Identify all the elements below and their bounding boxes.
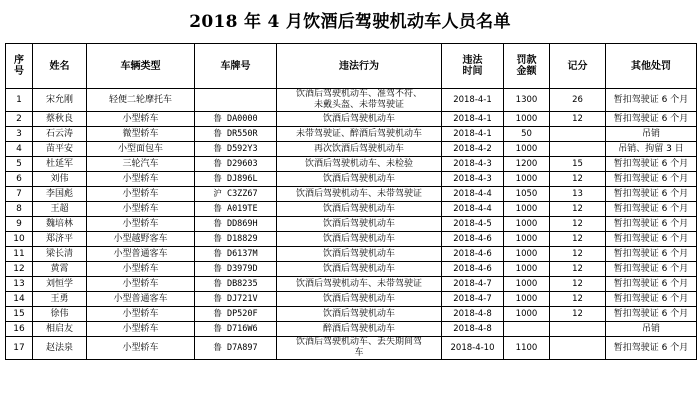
cell-name: 李国彪 <box>33 187 87 202</box>
cell-violation: 饮酒后驾驶机动车、未带驾驶证 <box>277 277 442 292</box>
table-row <box>6 247 697 262</box>
cell-plate <box>195 89 277 112</box>
cell-vehicle-type: 小型普通客车 <box>87 247 195 262</box>
cell-date: 2018-4-7 <box>442 277 504 292</box>
cell-date: 2018-4-6 <box>442 262 504 277</box>
cell-violation: 饮酒后驾驶机动车、未检验 <box>277 157 442 172</box>
cell-name: 徐伟 <box>33 307 87 322</box>
table-row <box>6 337 697 360</box>
table-row <box>6 307 697 322</box>
cell-points: 12 <box>550 172 606 187</box>
cell-points: 12 <box>550 292 606 307</box>
cell-violation: 饮酒后驾驶机动车 <box>277 262 442 277</box>
cell-plate: 沪 C3ZZ67 <box>195 187 277 202</box>
table-row <box>6 172 697 187</box>
cell-penalty: 暂扣驾驶证 6 个月 <box>606 217 697 232</box>
cell-vehicle-type: 小型普通客车 <box>87 292 195 307</box>
cell-date: 2018-4-1 <box>442 89 504 112</box>
drunk-driving-roster-table <box>5 43 697 360</box>
table-row <box>6 112 697 127</box>
table-row <box>6 157 697 172</box>
cell-name: 刘伟 <box>33 172 87 187</box>
cell-penalty: 暂扣驾驶证 6 个月 <box>606 89 697 112</box>
cell-fine: 1200 <box>504 157 550 172</box>
cell-violation: 饮酒后驾驶机动车 <box>277 217 442 232</box>
cell-vehicle-type: 小型轿车 <box>87 112 195 127</box>
cell-fine: 50 <box>504 127 550 142</box>
cell-penalty: 吊销、拘留 3 日 <box>606 142 697 157</box>
cell-fine <box>504 322 550 337</box>
cell-points: 12 <box>550 217 606 232</box>
table-body <box>6 89 697 360</box>
cell-fine: 1000 <box>504 142 550 157</box>
cell-plate: 鲁 DR550R <box>195 127 277 142</box>
cell-penalty: 吊销 <box>606 127 697 142</box>
cell-seq: 5 <box>6 157 33 172</box>
cell-seq: 1 <box>6 89 33 112</box>
cell-date: 2018-4-10 <box>442 337 504 360</box>
cell-vehicle-type: 小型轿车 <box>87 277 195 292</box>
cell-seq: 17 <box>6 337 33 360</box>
cell-seq: 12 <box>6 262 33 277</box>
cell-plate: 鲁 DA0000 <box>195 112 277 127</box>
cell-violation: 饮酒后驾驶机动车 <box>277 247 442 262</box>
cell-points: 12 <box>550 202 606 217</box>
header-name: 姓名 <box>33 44 87 89</box>
cell-date: 2018-4-2 <box>442 142 504 157</box>
cell-points: 12 <box>550 232 606 247</box>
cell-plate: 鲁 D29603 <box>195 157 277 172</box>
cell-points: 12 <box>550 262 606 277</box>
cell-violation: 饮酒后驾驶机动车 <box>277 307 442 322</box>
cell-fine: 1050 <box>504 187 550 202</box>
cell-plate: 鲁 DP520F <box>195 307 277 322</box>
cell-fine: 1000 <box>504 202 550 217</box>
cell-violation: 未带驾驶证、醉酒后驾驶机动车 <box>277 127 442 142</box>
cell-name: 黄霄 <box>33 262 87 277</box>
cell-vehicle-type: 小型轿车 <box>87 187 195 202</box>
cell-points: 26 <box>550 89 606 112</box>
cell-points: 12 <box>550 247 606 262</box>
cell-violation: 饮酒后驾驶机动车 <box>277 292 442 307</box>
cell-penalty: 暂扣驾驶证 6 个月 <box>606 172 697 187</box>
header-violation: 违法行为 <box>277 44 442 89</box>
cell-violation: 饮酒后驾驶机动车 <box>277 172 442 187</box>
table-header-row <box>6 44 697 89</box>
cell-points <box>550 337 606 360</box>
cell-plate: 鲁 DD869H <box>195 217 277 232</box>
cell-plate: 鲁 A019TE <box>195 202 277 217</box>
cell-penalty: 暂扣驾驶证 6 个月 <box>606 262 697 277</box>
cell-penalty: 暂扣驾驶证 6 个月 <box>606 202 697 217</box>
header-vehicle-type: 车辆类型 <box>87 44 195 89</box>
cell-fine: 1000 <box>504 247 550 262</box>
cell-name: 王勇 <box>33 292 87 307</box>
cell-violation: 饮酒后驾驶机动车 <box>277 232 442 247</box>
cell-name: 宋允刚 <box>33 89 87 112</box>
cell-name: 刘恒学 <box>33 277 87 292</box>
cell-plate: 鲁 DJ896L <box>195 172 277 187</box>
cell-plate: 鲁 D3979D <box>195 262 277 277</box>
table-row <box>6 262 697 277</box>
table-row <box>6 322 697 337</box>
cell-seq: 7 <box>6 187 33 202</box>
cell-violation: 饮酒后驾驶机动车、未带驾驶证 <box>277 187 442 202</box>
table-row <box>6 292 697 307</box>
table-row <box>6 277 697 292</box>
header-plate: 车牌号 <box>195 44 277 89</box>
cell-date: 2018-4-4 <box>442 202 504 217</box>
cell-fine: 1000 <box>504 217 550 232</box>
cell-seq: 3 <box>6 127 33 142</box>
cell-fine: 1100 <box>504 337 550 360</box>
cell-vehicle-type: 小型越野客车 <box>87 232 195 247</box>
cell-date: 2018-4-7 <box>442 292 504 307</box>
cell-points: 12 <box>550 112 606 127</box>
cell-seq: 15 <box>6 307 33 322</box>
cell-date: 2018-4-3 <box>442 172 504 187</box>
cell-penalty: 暂扣驾驶证 6 个月 <box>606 112 697 127</box>
cell-seq: 14 <box>6 292 33 307</box>
cell-plate: 鲁 D6137M <box>195 247 277 262</box>
cell-vehicle-type: 小型面包车 <box>87 142 195 157</box>
cell-violation: 再次饮酒后驾驶机动车 <box>277 142 442 157</box>
cell-name: 苗平安 <box>33 142 87 157</box>
cell-violation: 饮酒后驾驶机动车、准驾不符、 未戴头盔、未带驾驶证 <box>277 89 442 112</box>
cell-fine: 1000 <box>504 307 550 322</box>
cell-fine: 1000 <box>504 262 550 277</box>
cell-plate: 鲁 D592Y3 <box>195 142 277 157</box>
cell-vehicle-type: 小型轿车 <box>87 307 195 322</box>
cell-penalty: 吊销 <box>606 322 697 337</box>
cell-fine: 1000 <box>504 292 550 307</box>
cell-name: 梁长清 <box>33 247 87 262</box>
cell-fine: 1000 <box>504 232 550 247</box>
table-row <box>6 89 697 112</box>
cell-vehicle-type: 三轮汽车 <box>87 157 195 172</box>
cell-vehicle-type: 微型轿车 <box>87 127 195 142</box>
cell-name: 王超 <box>33 202 87 217</box>
cell-vehicle-type: 小型轿车 <box>87 217 195 232</box>
cell-violation: 饮酒后驾驶机动车 <box>277 202 442 217</box>
cell-name: 杜延军 <box>33 157 87 172</box>
cell-fine: 1000 <box>504 277 550 292</box>
cell-seq: 8 <box>6 202 33 217</box>
cell-seq: 10 <box>6 232 33 247</box>
cell-vehicle-type: 小型轿车 <box>87 322 195 337</box>
cell-violation: 醉酒后驾驶机动车 <box>277 322 442 337</box>
cell-penalty: 暂扣驾驶证 6 个月 <box>606 307 697 322</box>
cell-name: 赵法泉 <box>33 337 87 360</box>
cell-plate: 鲁 DB8235 <box>195 277 277 292</box>
cell-penalty: 暂扣驾驶证 6 个月 <box>606 187 697 202</box>
cell-points <box>550 142 606 157</box>
document-title: 2018 年 4 月饮酒后驾驶机动车人员名单 <box>189 12 511 32</box>
cell-seq: 4 <box>6 142 33 157</box>
cell-seq: 11 <box>6 247 33 262</box>
cell-vehicle-type: 小型轿车 <box>87 202 195 217</box>
cell-name: 郑济平 <box>33 232 87 247</box>
cell-seq: 6 <box>6 172 33 187</box>
cell-name: 石云涛 <box>33 127 87 142</box>
table-row <box>6 232 697 247</box>
cell-plate: 鲁 DJ721V <box>195 292 277 307</box>
cell-points: 12 <box>550 277 606 292</box>
cell-date: 2018-4-3 <box>442 157 504 172</box>
cell-penalty: 暂扣驾驶证 6 个月 <box>606 292 697 307</box>
cell-penalty: 暂扣驾驶证 6 个月 <box>606 337 697 360</box>
cell-points <box>550 322 606 337</box>
cell-plate: 鲁 D18829 <box>195 232 277 247</box>
cell-seq: 2 <box>6 112 33 127</box>
cell-seq: 9 <box>6 217 33 232</box>
cell-plate: 鲁 D7A897 <box>195 337 277 360</box>
cell-seq: 13 <box>6 277 33 292</box>
cell-penalty: 暂扣驾驶证 6 个月 <box>606 157 697 172</box>
cell-plate: 鲁 D716W6 <box>195 322 277 337</box>
cell-name: 魏培林 <box>33 217 87 232</box>
cell-date: 2018-4-8 <box>442 322 504 337</box>
header-points: 记分 <box>550 44 606 89</box>
header-date: 违法 时间 <box>442 44 504 89</box>
cell-date: 2018-4-1 <box>442 127 504 142</box>
cell-vehicle-type: 小型轿车 <box>87 262 195 277</box>
cell-date: 2018-4-1 <box>442 112 504 127</box>
cell-points: 15 <box>550 157 606 172</box>
cell-penalty: 暂扣驾驶证 6 个月 <box>606 232 697 247</box>
header-fine: 罚款 金额 <box>504 44 550 89</box>
cell-name: 蔡秋良 <box>33 112 87 127</box>
cell-date: 2018-4-5 <box>442 217 504 232</box>
cell-vehicle-type: 轻便二轮摩托车 <box>87 89 195 112</box>
header-penalty: 其他处罚 <box>606 44 697 89</box>
table-row <box>6 142 697 157</box>
cell-fine: 1300 <box>504 89 550 112</box>
cell-name: 相启友 <box>33 322 87 337</box>
cell-points <box>550 127 606 142</box>
cell-date: 2018-4-4 <box>442 187 504 202</box>
cell-penalty: 暂扣驾驶证 6 个月 <box>606 277 697 292</box>
cell-fine: 1000 <box>504 112 550 127</box>
cell-date: 2018-4-6 <box>442 232 504 247</box>
table-row <box>6 127 697 142</box>
table-row <box>6 202 697 217</box>
cell-violation: 饮酒后驾驶机动车 <box>277 112 442 127</box>
cell-points: 13 <box>550 187 606 202</box>
cell-violation: 饮酒后驾驶机动车、丢失期间驾 车 <box>277 337 442 360</box>
cell-date: 2018-4-6 <box>442 247 504 262</box>
table-row <box>6 187 697 202</box>
cell-seq: 16 <box>6 322 33 337</box>
table-row <box>6 217 697 232</box>
cell-vehicle-type: 小型轿车 <box>87 337 195 360</box>
cell-fine: 1000 <box>504 172 550 187</box>
cell-points: 12 <box>550 307 606 322</box>
cell-date: 2018-4-8 <box>442 307 504 322</box>
cell-vehicle-type: 小型轿车 <box>87 172 195 187</box>
header-seq: 序 号 <box>6 44 33 89</box>
cell-penalty: 暂扣驾驶证 6 个月 <box>606 247 697 262</box>
